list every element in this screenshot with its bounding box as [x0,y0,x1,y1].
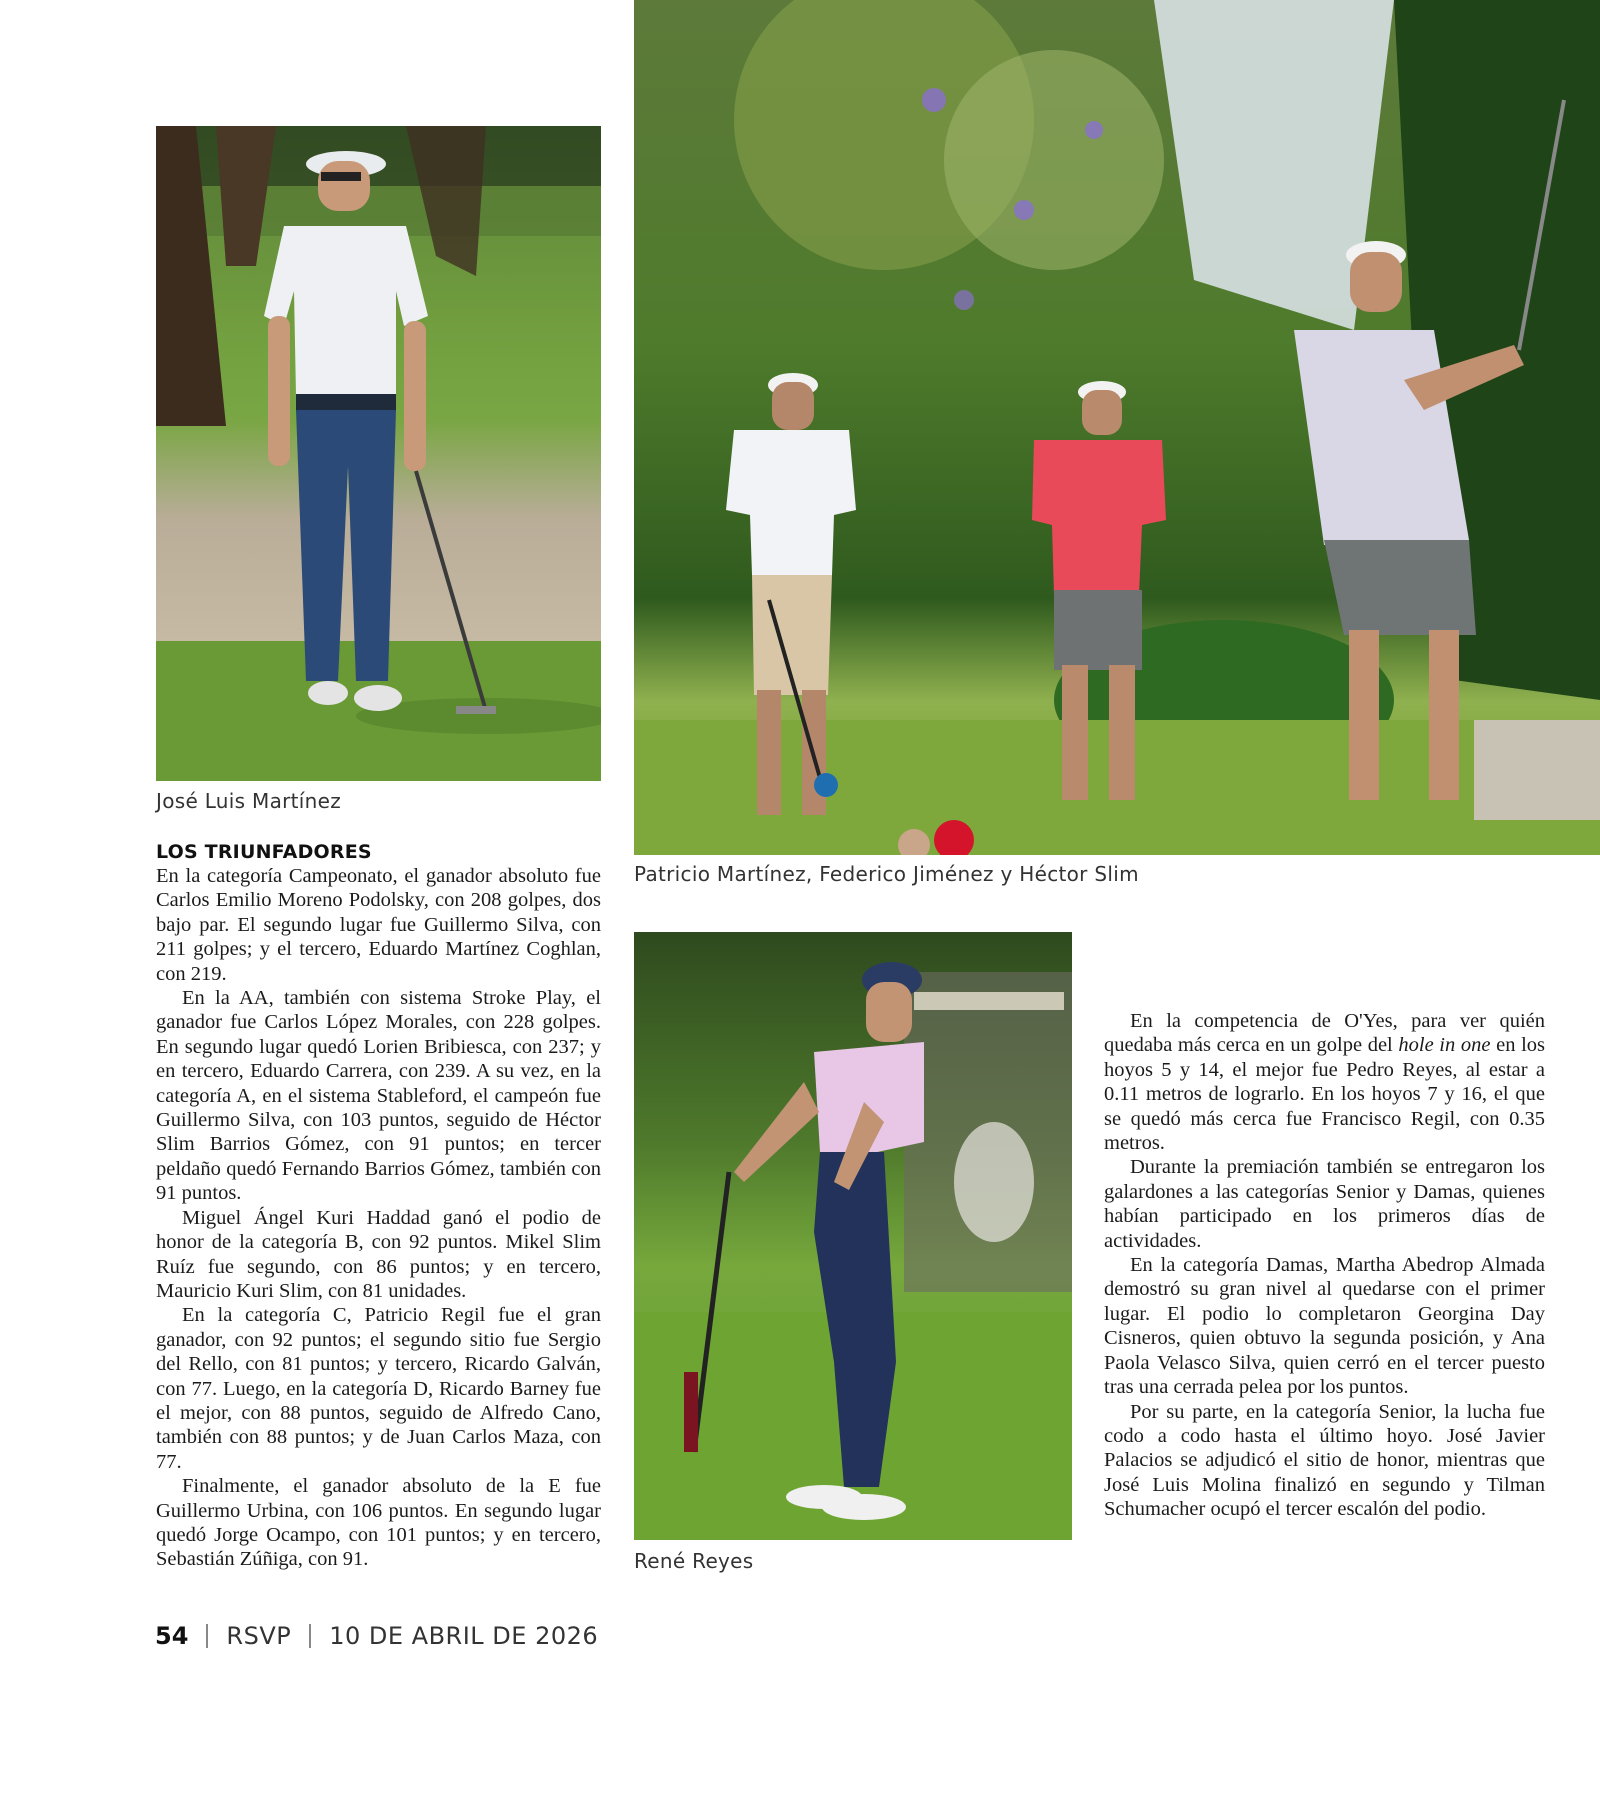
three-golfers-illustration [634,0,1600,855]
article-column-right [1104,1009,1545,1522]
issue-date: 10 DE ABRIL DE 2026 [329,1622,599,1650]
photo-rene-reyes [634,932,1072,1540]
paragraph: Por su parte, en la categoría Senior, la lucha fue codo a codo hasta el último hoyo. José Javier Palacios se adjudicó el sitio de honor, mientras que José Luis Molina finalizó en segundo y Tilman Schumacher ocupó el tercer escalón del podio. [1104,1400,1545,1521]
italic-term: hole in one [1398,1034,1491,1057]
section-heading: LOS TRIUNFADORES [156,841,372,863]
paragraph: Miguel Ángel Kuri Haddad ganó el podio de honor de la categoría B, con 92 puntos. Mikel Slim Ruíz fue segundo, con 86 puntos; y en tercero, Mauricio Kuri Slim, con 81 unidades. [156,1206,601,1302]
footer-divider [309,1624,311,1648]
footer-divider [206,1624,208,1648]
paragraph: Durante la premiación también se entregaron los galardones a las categorías Senior y Damas, quienes habían participado en los primeros días de actividades. [1104,1156,1545,1252]
paragraph: En la categoría Damas, Martha Abedrop Almada demostró su gran nivel al quedarse con el primer lugar. El podio lo completaron Georgina Day Cisneros, quien obtuvo la segunda posición, y Ana Paola Velasco Silva, quien cerró en el tercer puesto tras una cerrada pelea por los puntos. [1104,1254,1545,1399]
photo-caption: José Luis Martínez [156,789,342,813]
paragraph: Finalmente, el ganador absoluto de la E fue Guillermo Urbina, con 106 puntos. En segundo lugar quedó Jorge Ocampo, con 101 puntos; y en tercero, Sebastián Zúñiga, con 91. [156,1475,601,1571]
golfer-putting-illustration [634,932,1072,1540]
photo-caption: Patricio Martínez, Federico Jiménez y Héctor Slim [634,862,1139,886]
photo-group-golfers [634,0,1600,855]
paragraph: En la AA, también con sistema Stroke Play, el ganador fue Carlos López Morales, con 228 golpes. En segundo lugar quedó Lorien Bribiesca, con 237; y en tercero, Eduardo Carrera, con 239. A su vez, en la categoría A, en el sistema Stableford, el campeón fue Guillermo Silva, con 103 puntos, seguido de Héctor Slim Barrios Gómez, con 91 puntos; en tercer peldaño quedó Fernando Barrios Gómez, también con 91 puntos. [156,987,601,1205]
photo-caption: René Reyes [634,1549,754,1573]
paragraph [1104,1009,1545,1155]
publication-name: RSVP [226,1622,292,1650]
paragraph-text: en los hoyos 5 y 14, el mejor fue Pedro Reyes, al estar a 0.11 metros de lograrlo. En los hoyos 7 y 16, el que se quedó más cerca fue Francisco Regil, con 0.35 metros. [1104,1034,1545,1155]
page-number: 54 [155,1622,189,1650]
paragraph-text: En la competencia de O'Yes, para ver quién quedaba más cerca en un golpe del [1104,1010,1545,1057]
paragraph: En la categoría Campeonato, el ganador absoluto fue Carlos Emilio Moreno Podolsky, con 208 golpes, dos bajo par. El segundo lugar fue Guillermo Silva, con 211 golpes; y el tercero, Eduardo Martínez Coghlan, con 219. [156,865,601,985]
photo-jose-luis-martinez [156,126,601,781]
article-column-left [156,840,601,1572]
golfer-standing-illustration [156,126,601,781]
paragraph: En la categoría C, Patricio Regil fue el gran ganador, con 92 puntos; el segundo sitio fue Sergio del Rello, con 81 puntos; y tercero, Ricardo Galván, con 77. Luego, en la categoría D, Ricardo Barney fue el mejor, con 88 puntos, seguido de Alfredo Cano, también con 88 puntos; y de Juan Carlos Maza, con 77. [156,1304,601,1473]
page-footer [155,1622,598,1650]
